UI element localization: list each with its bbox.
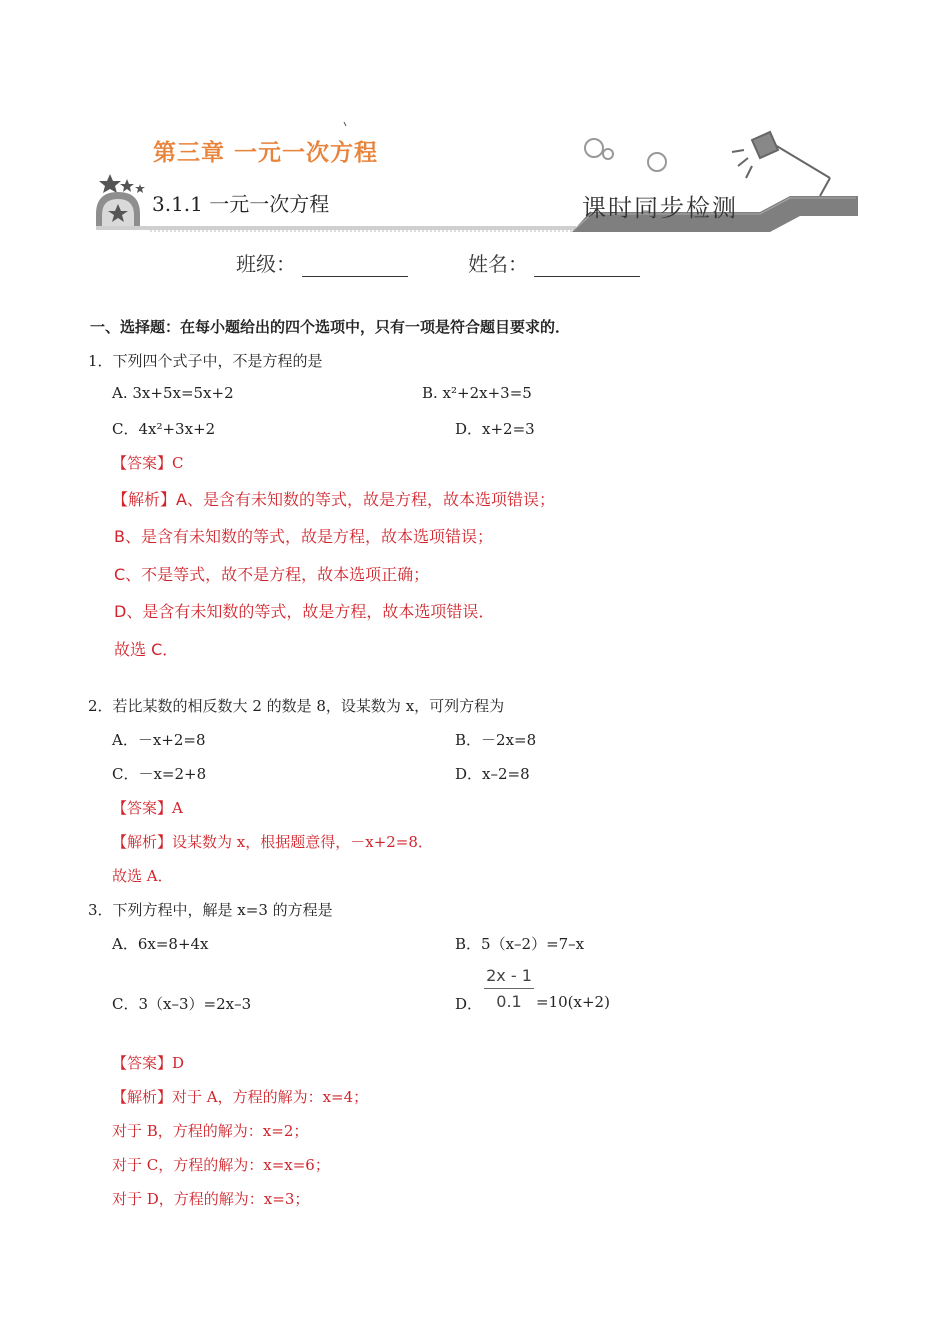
class-label: 班级： [236, 252, 296, 276]
q1-explanation-line: D、是含有未知数的等式，故是方程，故本选项错误． [114, 602, 495, 621]
q1-option-c: C．4x²+3x+2 [112, 420, 216, 438]
q1-explanation-line: 【解析】A、是含有未知数的等式，故是方程，故本选项错误； [112, 490, 555, 509]
q3-option-b: B．5（x–2）=7–x [455, 935, 585, 953]
q3-explanation-line: 对于 C，方程的解为：x=x=6； [112, 1156, 330, 1174]
q2-explanation-line: 【解析】设某数为 x，根据题意得，－x+2=8． [112, 833, 433, 851]
fraction-denominator: 0.1 [496, 992, 522, 1011]
q3-explanation-line: 对于 D，方程的解为：x=3； [112, 1190, 310, 1208]
q3-option-d-fraction [484, 966, 534, 1011]
q3-option-a: A．6x=8+4x [112, 935, 209, 953]
section-title: 3.1.1 一元一次方程 [152, 192, 330, 216]
q1-option-b: B. x²+2x+3=5 [422, 384, 532, 402]
q2-option-a: A．－x+2=8 [112, 731, 206, 749]
q3-answer: 【答案】D [112, 1054, 185, 1072]
class-field [236, 248, 408, 277]
q1-answer: 【答案】C [112, 454, 184, 472]
q3-stem: 3．下列方程中，解是 x=3 的方程是 [88, 901, 333, 919]
q3-explanation-line: 【解析】对于 A，方程的解为：x=4； [112, 1088, 369, 1106]
q3-option-d-prefix: D． [455, 995, 483, 1013]
q2-option-d: D．x–2=8 [455, 765, 530, 783]
q3-option-d-suffix: =10(x+2) [536, 993, 610, 1011]
badge-icon [96, 192, 140, 230]
q2-option-b: B．－2x=8 [455, 731, 537, 749]
lamp-icon [732, 132, 830, 196]
q1-explanation-line: C、不是等式，故不是方程，故本选项正确； [114, 565, 430, 584]
q1-explanation-line: 故选 C． [114, 640, 179, 659]
name-label: 姓名： [468, 252, 528, 276]
q2-option-c: C．－x=2+8 [112, 765, 207, 783]
q2-explanation-line: 故选 A． [112, 867, 173, 885]
series-label: 课时同步检测 [582, 194, 738, 222]
q3-option-c: C．3（x–3）=2x–3 [112, 995, 252, 1013]
q3-explanation-line: 对于 B，方程的解为：x=2； [112, 1122, 309, 1140]
name-blank[interactable] [534, 256, 640, 277]
q1-explanation-line: B、是含有未知数的等式，故是方程，故本选项错误； [114, 527, 493, 546]
fraction-numerator: 2x - 1 [484, 966, 534, 989]
q1-option-d: D．x+2=3 [455, 420, 535, 438]
q2-stem: 2．若比某数的相反数大 2 的数是 8，设某数为 x，可列方程为 [88, 697, 505, 715]
name-field [468, 248, 640, 277]
class-blank[interactable] [302, 256, 408, 277]
q1-option-a: A. 3x+5x=5x+2 [112, 384, 234, 402]
bubble-icon [585, 139, 666, 171]
section-heading: 一、选择题：在每小题给出的四个选项中，只有一项是符合题目要求的． [90, 318, 571, 336]
header-banner [0, 0, 950, 240]
q1-stem: 1．下列四个式子中，不是方程的是 [88, 352, 323, 370]
star-icon [99, 174, 145, 193]
chapter-title: 第三章 一元一次方程 [153, 140, 379, 166]
q2-answer: 【答案】A [112, 799, 183, 817]
